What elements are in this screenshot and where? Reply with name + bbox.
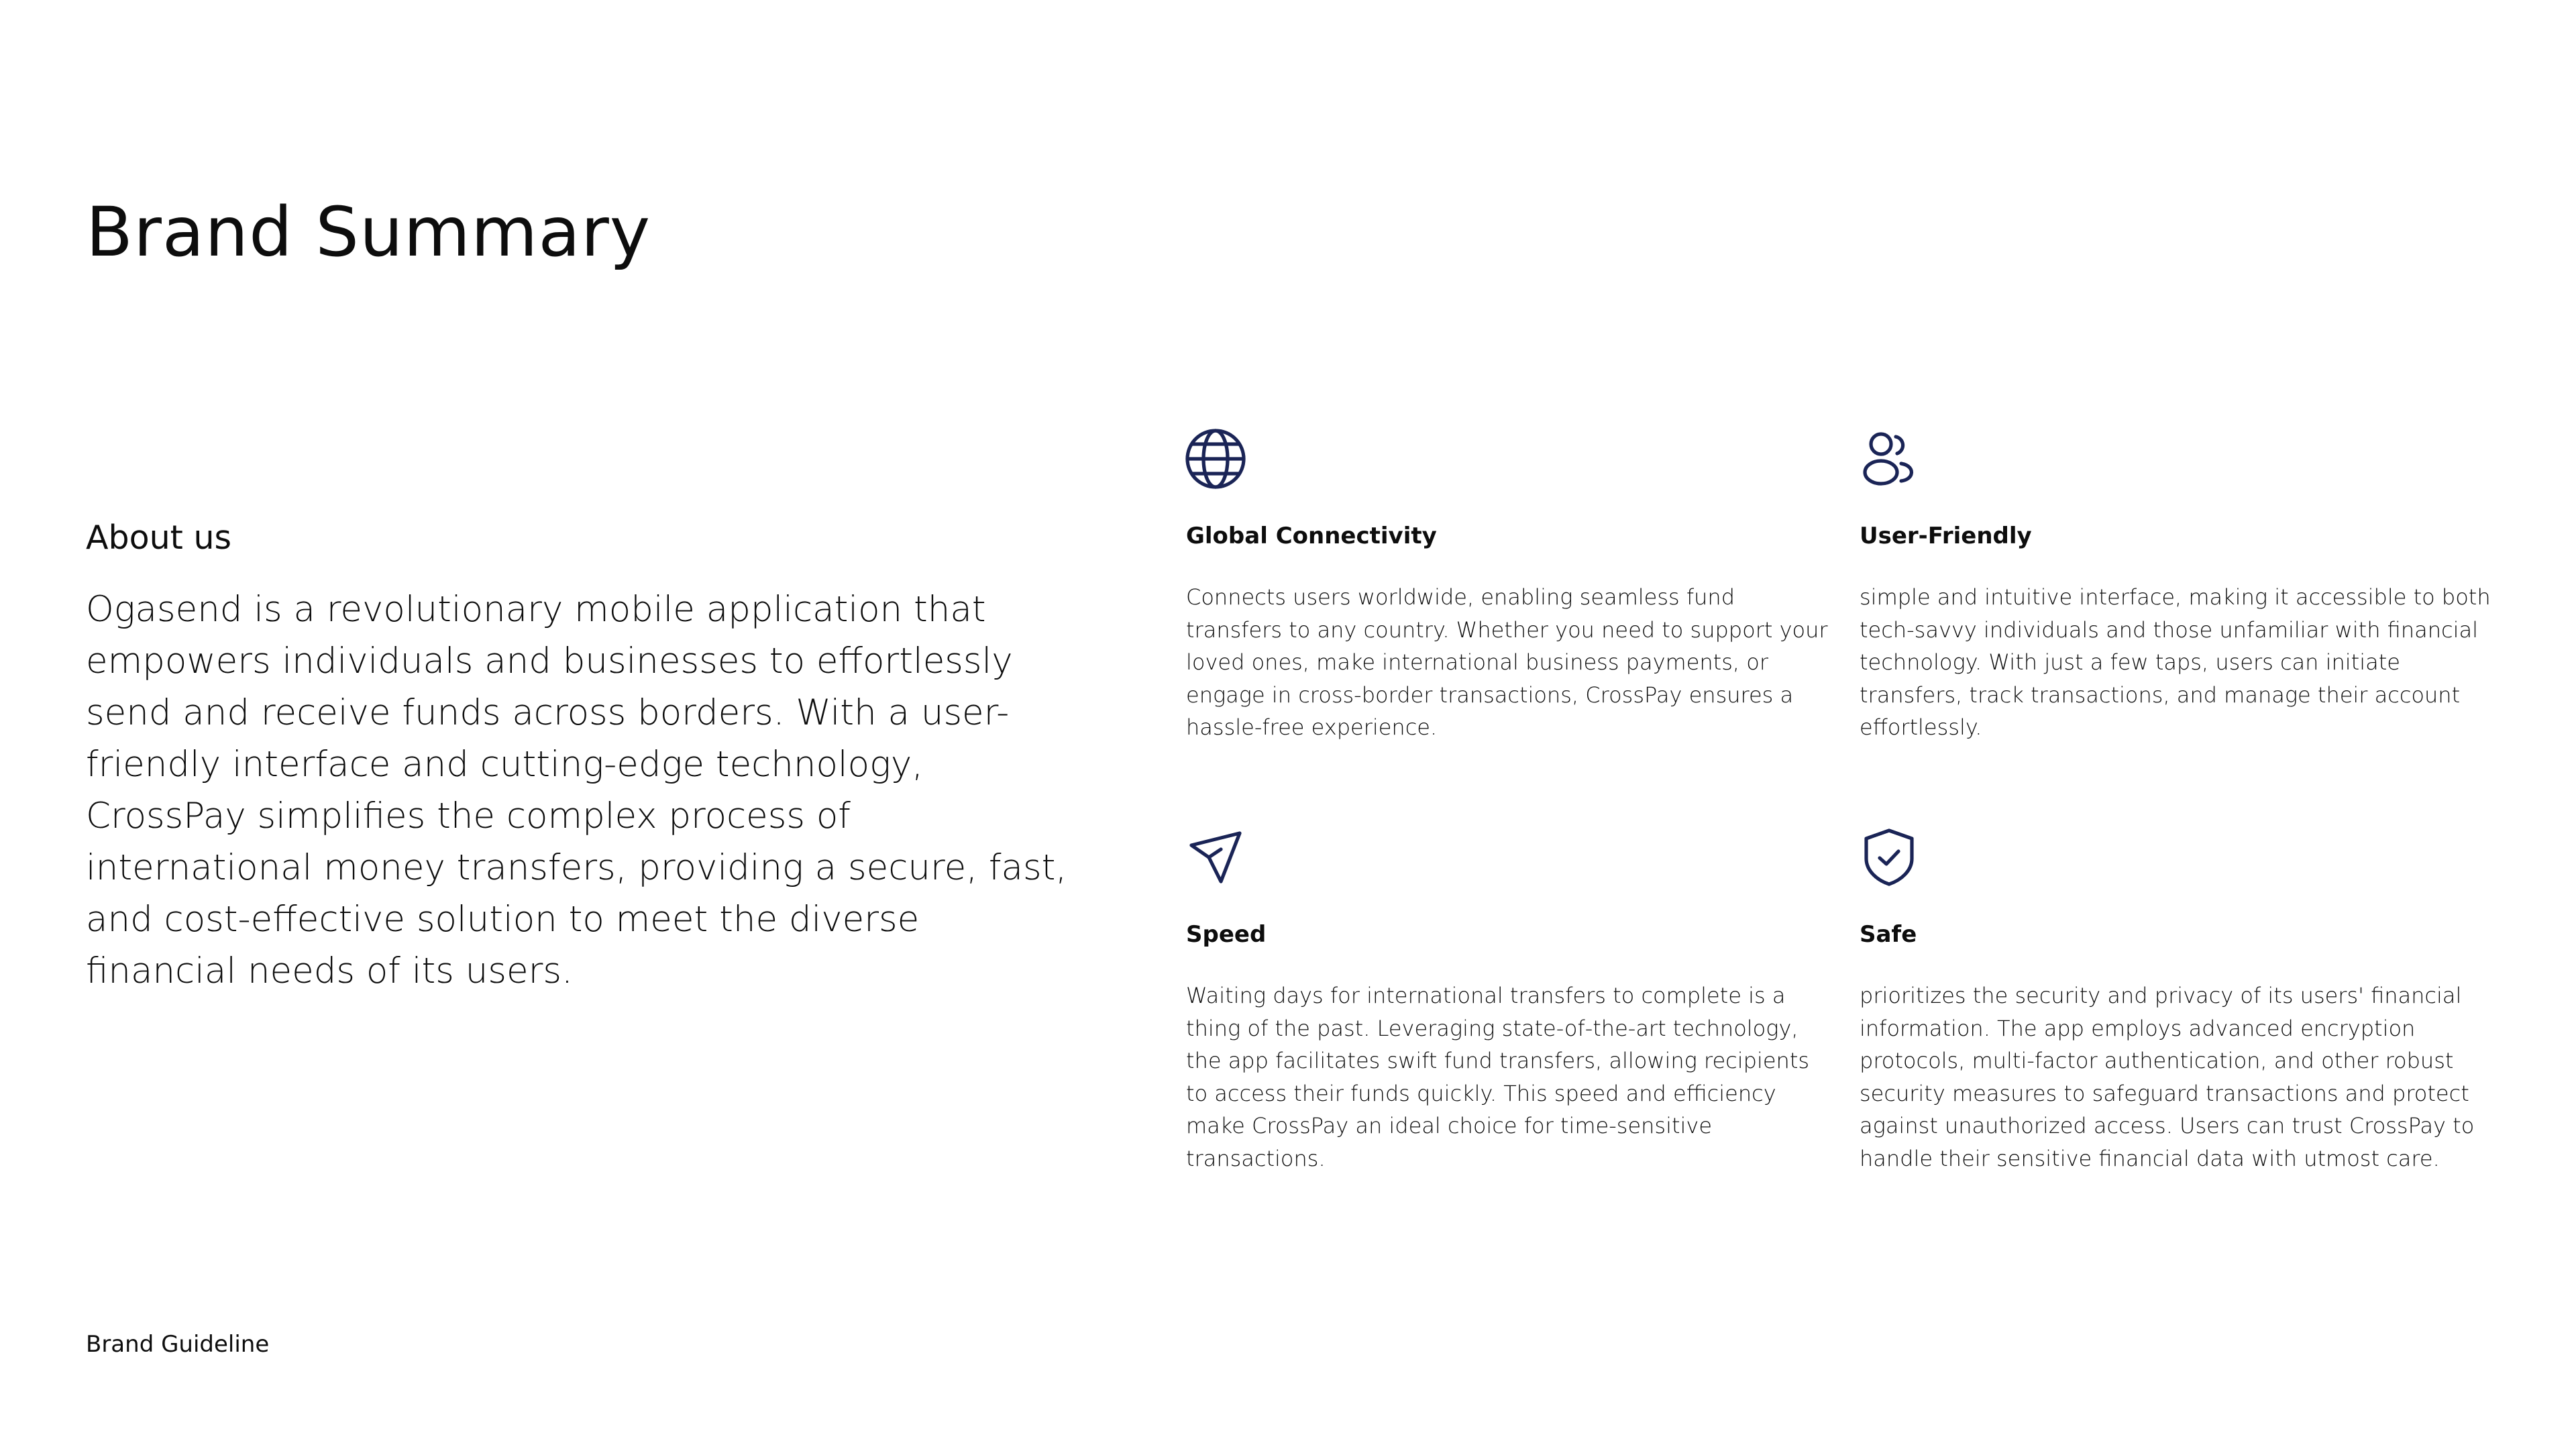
about-heading: About us — [86, 519, 232, 557]
feature-text: prioritizes the security and privacy of its users' financial information. The app employs advanced encryption protocols, multi-factor authentication, and other robust security measures to safeguard transactions and protect against unauthorized access. Users can trust CrossPay to handle their sensitive financial data with utmost care. — [1860, 983, 2475, 1171]
feature-safe — [1860, 825, 2504, 1171]
users-icon — [1857, 427, 1921, 491]
feature-title: Speed — [1186, 921, 1267, 948]
globe-icon — [1183, 427, 1248, 491]
feature-title: User-Friendly — [1860, 523, 2032, 549]
feature-user-friendly — [1860, 427, 2504, 740]
page-title: Brand Summary — [86, 193, 651, 272]
shield-check-icon — [1857, 825, 1921, 890]
feature-text: Connects users worldwide, enabling seamless fund transfers to any country. Whether you need to support your loved ones, make international business payments, or engage in cross-border transactions, CrossPay ensures a hassle-free experience. — [1186, 584, 1828, 740]
feature-text: simple and intuitive interface, making it accessible to both tech-savvy individuals and those unfamiliar with financial technology. With just a few taps, users can initiate transfers, track transactions, and manage their account effortlessly. — [1860, 584, 2491, 740]
feature-speed — [1186, 825, 1830, 1171]
feature-title: Global Connectivity — [1186, 523, 1437, 549]
feature-global-connectivity — [1186, 427, 1830, 740]
feature-title: Safe — [1860, 921, 1917, 948]
about-body: Ogasend is a revolutionary mobile application that empowers individuals and businesses to effortlessly send and receive funds across borders. With a user-friendly interface and cutting-edge technology, CrossPay simplifies the complex process of international money transfers, providing a secure, fast, and cost-effective solution to meet the diverse financial needs of its users. — [86, 588, 1067, 991]
about-section — [86, 517, 1079, 997]
footer-label: Brand Guideline — [86, 1331, 270, 1358]
send-icon — [1183, 825, 1248, 890]
feature-text: Waiting days for international transfers to complete is a thing of the past. Leveraging state-of-the-art technology, the app facilitates swift fund transfers, allowing recipients to access their funds quickly. This speed and efficiency make CrossPay an ideal choice for time-sensitive transactions. — [1186, 983, 1810, 1171]
